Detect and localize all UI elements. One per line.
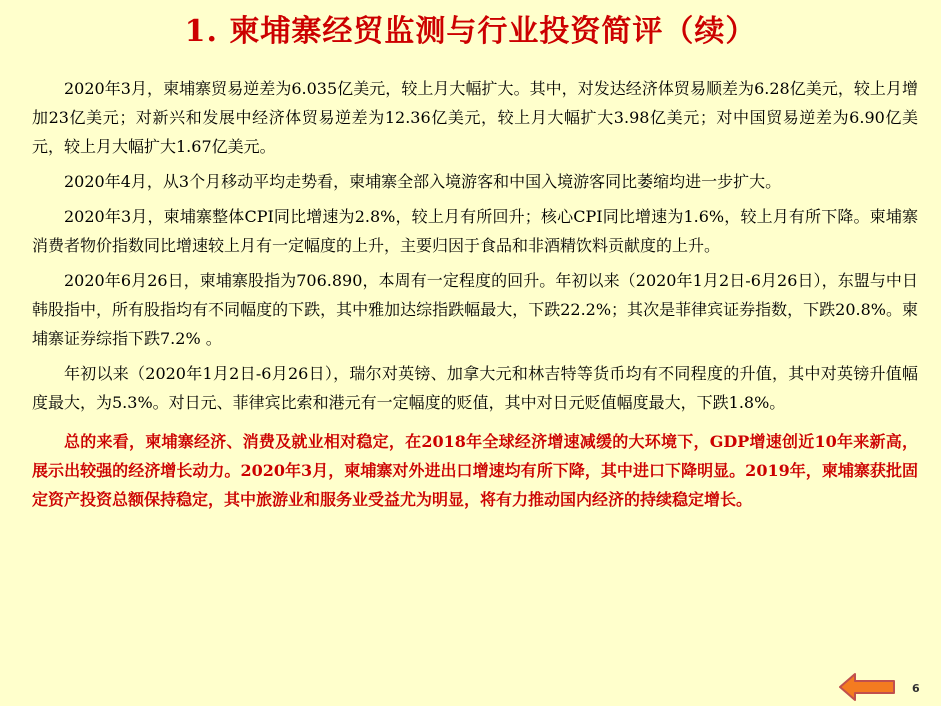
left-arrow-icon bbox=[838, 672, 896, 702]
slide-body bbox=[32, 74, 918, 520]
paragraph-summary: 总的来看，柬埔寨经济、消费及就业相对稳定，在2018年全球经济增速减缓的大环境下，GDP增速创近10年来新高，展示出较强的经济增长动力。2020年3月，柬埔寨对外进出口增速均有所下降，其中进口下降明显。2019年，柬埔寨获批固定资产投资总额保持稳定，其中旅游业和服务业受益尤为明显，将有力推动国内经济的持续稳定增长。 bbox=[32, 432, 918, 509]
paragraph-trade-balance: 2020年3月，柬埔寨贸易逆差为6.035亿美元，较上月大幅扩大。其中，对发达经济体贸易顺差为6.28亿美元，较上月增加23亿美元；对新兴和发展中经济体贸易逆差为12.36亿美元，较上月大幅扩大3.98亿美元；对中国贸易逆差为6.90亿美元，较上月大幅扩大1.67亿美元。 bbox=[32, 79, 918, 156]
back-button[interactable] bbox=[838, 672, 896, 702]
page-number: 6 bbox=[912, 682, 920, 695]
paragraph-stock-index: 2020年6月26日，柬埔寨股指为706.890，本周有一定程度的回升。年初以来（2020年1月2日-6月26日），东盟与中日韩股指中，所有股指均有不同幅度的下跌，其中雅加达综指跌幅最大，下跌22.2%；其次是菲律宾证券指数，下跌20.8%。柬埔寨证券综指下跌7.2% 。 bbox=[32, 271, 918, 348]
slide-title: 1. 柬埔寨经贸监测与行业投资简评（续） bbox=[184, 14, 757, 49]
paragraph-currency: 年初以来（2020年1月2日-6月26日），瑞尔对英镑、加拿大元和林吉特等货币均有不同程度的升值，其中对英镑升值幅度最大，为5.3%。对日元、菲律宾比索和港元有一定幅度的贬值，其中对日元贬值幅度最大，下跌1.8%。 bbox=[32, 364, 918, 412]
paragraph-cpi: 2020年3月，柬埔寨整体CPI同比增速为2.8%，较上月有所回升；核心CPI同比增速为1.6%，较上月有所下降。柬埔寨消费者物价指数同比增速较上月有一定幅度的上升，主要归因于食品和非酒精饮料贡献度的上升。 bbox=[32, 207, 918, 255]
paragraph-tourism: 2020年4月，从3个月移动平均走势看，柬埔寨全部入境游客和中国入境游客同比萎缩均进一步扩大。 bbox=[64, 172, 782, 191]
